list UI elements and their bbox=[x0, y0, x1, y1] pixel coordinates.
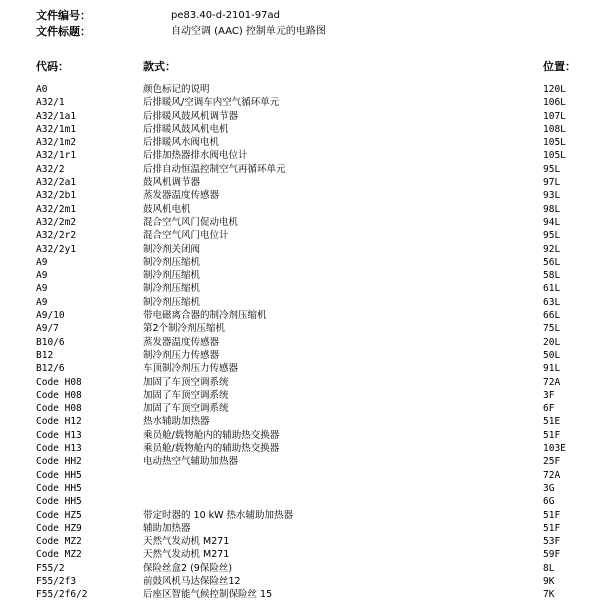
row-code: A9 bbox=[36, 256, 48, 268]
row-position: 51F bbox=[543, 429, 561, 441]
parts-list bbox=[0, 83, 602, 602]
row-code: Code HH5 bbox=[36, 482, 82, 494]
row-code: Code H13 bbox=[36, 429, 82, 441]
row-position: 51F bbox=[543, 522, 561, 534]
row-position: 3G bbox=[543, 482, 555, 494]
row-code: A32/2m2 bbox=[36, 216, 77, 228]
table-row bbox=[0, 509, 602, 522]
row-description: 天然气发动机 M271 bbox=[143, 536, 230, 548]
column-header-position: 位置： bbox=[543, 60, 576, 73]
table-row bbox=[0, 229, 602, 242]
row-description: 蒸发器温度传感器 bbox=[143, 336, 220, 348]
table-row bbox=[0, 163, 602, 176]
row-position: 50L bbox=[543, 349, 561, 361]
row-position: 95L bbox=[543, 163, 561, 175]
row-position: 7K bbox=[543, 589, 555, 601]
row-position: 8L bbox=[543, 562, 555, 574]
row-position: 75L bbox=[543, 323, 561, 335]
row-code: A0 bbox=[36, 84, 48, 95]
row-position: 51F bbox=[543, 509, 561, 521]
row-description: 带定时器的 10 kW 热水辅助加热器 bbox=[143, 509, 294, 521]
row-description: 混合空气风门促动电机 bbox=[143, 216, 239, 228]
row-position: 108L bbox=[543, 123, 566, 135]
row-position: 97L bbox=[543, 177, 561, 189]
row-description: 热水辅助加热器 bbox=[143, 416, 210, 428]
row-code: Code MZ2 bbox=[36, 549, 82, 561]
row-code: A9 bbox=[36, 296, 48, 308]
row-description: 后排暖风/空调车内空气循环单元 bbox=[143, 97, 280, 109]
row-code: A32/1m2 bbox=[36, 137, 77, 149]
row-code: A32/2r2 bbox=[36, 230, 77, 242]
row-position: 72A bbox=[543, 376, 561, 388]
row-description: 后排暖风水阀电机 bbox=[143, 137, 220, 149]
table-row bbox=[0, 442, 602, 455]
table-row bbox=[0, 429, 602, 442]
row-description: 制冷剂压缩机 bbox=[143, 296, 201, 308]
row-code: A9 bbox=[36, 283, 48, 295]
table-row bbox=[0, 349, 602, 362]
table-row bbox=[0, 336, 602, 349]
table-row bbox=[0, 189, 602, 202]
row-position: 94L bbox=[543, 216, 561, 228]
table-row bbox=[0, 110, 602, 123]
row-code: Code H08 bbox=[36, 403, 82, 415]
row-position: 95L bbox=[543, 230, 561, 242]
row-code: A32/2b1 bbox=[36, 190, 77, 202]
row-position: 98L bbox=[543, 203, 561, 215]
row-position: 58L bbox=[543, 270, 561, 282]
table-row bbox=[0, 136, 602, 149]
row-description: 保险丝盒2 (9保险丝) bbox=[143, 562, 233, 574]
column-header-description: 款式： bbox=[143, 60, 176, 73]
row-position: 61L bbox=[543, 283, 561, 295]
table-row bbox=[0, 176, 602, 189]
row-description: 制冷剂压缩机 bbox=[143, 256, 201, 268]
row-code: A32/1r1 bbox=[36, 150, 77, 162]
table-row bbox=[0, 415, 602, 428]
row-position: 107L bbox=[543, 110, 566, 122]
row-code: Code H08 bbox=[36, 376, 82, 388]
row-description: 制冷剂压力传感器 bbox=[143, 349, 220, 361]
table-row bbox=[0, 588, 602, 601]
table-row bbox=[0, 256, 602, 269]
row-code: Code HH5 bbox=[36, 469, 82, 481]
column-header-code: 代码： bbox=[36, 60, 69, 73]
row-code: B12/6 bbox=[36, 363, 65, 375]
row-position: 93L bbox=[543, 190, 561, 202]
row-position: 91L bbox=[543, 363, 561, 375]
row-description: 加固了车顶空调系统 bbox=[143, 376, 229, 388]
row-code: B12 bbox=[36, 349, 54, 361]
table-row bbox=[0, 243, 602, 256]
row-description: 后排暖风鼓风机电机 bbox=[143, 123, 229, 135]
row-description: 后排自动恒温控制空气再循环单元 bbox=[143, 163, 286, 175]
table-row bbox=[0, 389, 602, 402]
doc-number-value: pe83.40-d-2101-97ad bbox=[171, 10, 280, 21]
row-code: A32/1 bbox=[36, 97, 65, 109]
row-code: Code H13 bbox=[36, 443, 82, 455]
table-row bbox=[0, 296, 602, 309]
row-position: 56L bbox=[543, 256, 561, 268]
table-row bbox=[0, 309, 602, 322]
row-code: F55/2f6/2 bbox=[36, 589, 88, 601]
row-description: 加固了车顶空调系统 bbox=[143, 389, 229, 401]
table-row bbox=[0, 269, 602, 282]
row-position: 120L bbox=[543, 84, 566, 95]
row-description: 天然气发动机 M271 bbox=[143, 549, 230, 561]
row-position: 105L bbox=[543, 150, 566, 162]
row-code: A9/10 bbox=[36, 310, 65, 322]
row-position: 103E bbox=[543, 443, 566, 455]
table-row bbox=[0, 402, 602, 415]
row-description: 后座区智能气候控制保险丝 15 bbox=[143, 589, 273, 601]
table-row bbox=[0, 482, 602, 495]
row-code: Code H08 bbox=[36, 389, 82, 401]
row-description: 颜色标记的说明 bbox=[143, 84, 210, 95]
table-row bbox=[0, 535, 602, 548]
row-position: 92L bbox=[543, 243, 561, 255]
row-description: 混合空气风门电位计 bbox=[143, 230, 229, 242]
row-code: A32/2m1 bbox=[36, 203, 77, 215]
row-description: 蒸发器温度传感器 bbox=[143, 190, 220, 202]
table-row bbox=[0, 522, 602, 535]
row-position: 53F bbox=[543, 536, 561, 548]
table-row bbox=[0, 575, 602, 588]
row-description: 第2个制冷剂压缩机 bbox=[143, 323, 226, 335]
row-description: 乘员舱/载物舱内的辅助热交换器 bbox=[143, 429, 280, 441]
row-position: 106L bbox=[543, 97, 566, 109]
row-code: A9 bbox=[36, 270, 48, 282]
row-position: 6G bbox=[543, 496, 555, 508]
table-row bbox=[0, 282, 602, 295]
table-row bbox=[0, 495, 602, 508]
row-code: F55/2f3 bbox=[36, 575, 77, 587]
row-description: 后排加热器排水阀电位计 bbox=[143, 150, 248, 162]
table-row bbox=[0, 216, 602, 229]
row-code: Code HH2 bbox=[36, 456, 82, 468]
row-description: 制冷剂压缩机 bbox=[143, 270, 201, 282]
row-position: 63L bbox=[543, 296, 561, 308]
row-code: Code HH5 bbox=[36, 496, 82, 508]
row-description: 制冷剂关闭阀 bbox=[143, 243, 201, 255]
row-description: 电动热空气辅助加热器 bbox=[143, 456, 239, 468]
row-position: 59F bbox=[543, 549, 561, 561]
table-row bbox=[0, 149, 602, 162]
row-code: A9/7 bbox=[36, 323, 59, 335]
row-description: 带电磁离合器的制冷剂压缩机 bbox=[143, 310, 267, 322]
row-position: 6F bbox=[543, 403, 555, 415]
row-description: 辅助加热器 bbox=[143, 522, 191, 534]
table-row bbox=[0, 362, 602, 375]
table-row bbox=[0, 469, 602, 482]
row-code: A32/2 bbox=[36, 163, 65, 175]
doc-title-label: 文件标题： bbox=[36, 25, 91, 38]
doc-number-label: 文件编号： bbox=[36, 9, 91, 22]
row-description: 后排暖风鼓风机调节器 bbox=[143, 110, 239, 122]
table-row bbox=[0, 376, 602, 389]
row-position: 51E bbox=[543, 416, 561, 428]
table-row bbox=[0, 562, 602, 575]
row-description: 车顶制冷剂压力传感器 bbox=[143, 363, 239, 375]
row-description: 鼓风机调节器 bbox=[143, 177, 201, 189]
row-description: 加固了车顶空调系统 bbox=[143, 403, 229, 415]
row-description: 乘员舱/载物舱内的辅助热交换器 bbox=[143, 443, 280, 455]
table-row bbox=[0, 96, 602, 109]
table-row bbox=[0, 123, 602, 136]
row-position: 66L bbox=[543, 310, 561, 322]
table-row bbox=[0, 203, 602, 216]
table-row bbox=[0, 83, 602, 96]
table-row bbox=[0, 322, 602, 335]
row-description: 鼓风机电机 bbox=[143, 203, 191, 215]
row-code: A32/2a1 bbox=[36, 177, 77, 189]
row-description: 前鼓风机马达保险丝12 bbox=[143, 575, 241, 587]
row-code: B10/6 bbox=[36, 336, 65, 348]
table-row bbox=[0, 548, 602, 561]
row-code: A32/1a1 bbox=[36, 110, 77, 122]
doc-title-value: 自动空调 (AAC) 控制单元的电路图 bbox=[171, 26, 326, 37]
row-code: A32/2y1 bbox=[36, 243, 77, 255]
row-description: 制冷剂压缩机 bbox=[143, 283, 201, 295]
row-position: 9K bbox=[543, 575, 555, 587]
row-position: 72A bbox=[543, 469, 561, 481]
row-position: 25F bbox=[543, 456, 561, 468]
table-row bbox=[0, 455, 602, 468]
row-position: 3F bbox=[543, 389, 555, 401]
row-code: Code HZ5 bbox=[36, 509, 82, 521]
row-code: F55/2 bbox=[36, 562, 65, 574]
row-code: Code MZ2 bbox=[36, 536, 82, 548]
row-code: Code H12 bbox=[36, 416, 82, 428]
row-code: A32/1m1 bbox=[36, 123, 77, 135]
row-code: Code HZ9 bbox=[36, 522, 82, 534]
row-position: 105L bbox=[543, 137, 566, 149]
row-position: 20L bbox=[543, 336, 561, 348]
